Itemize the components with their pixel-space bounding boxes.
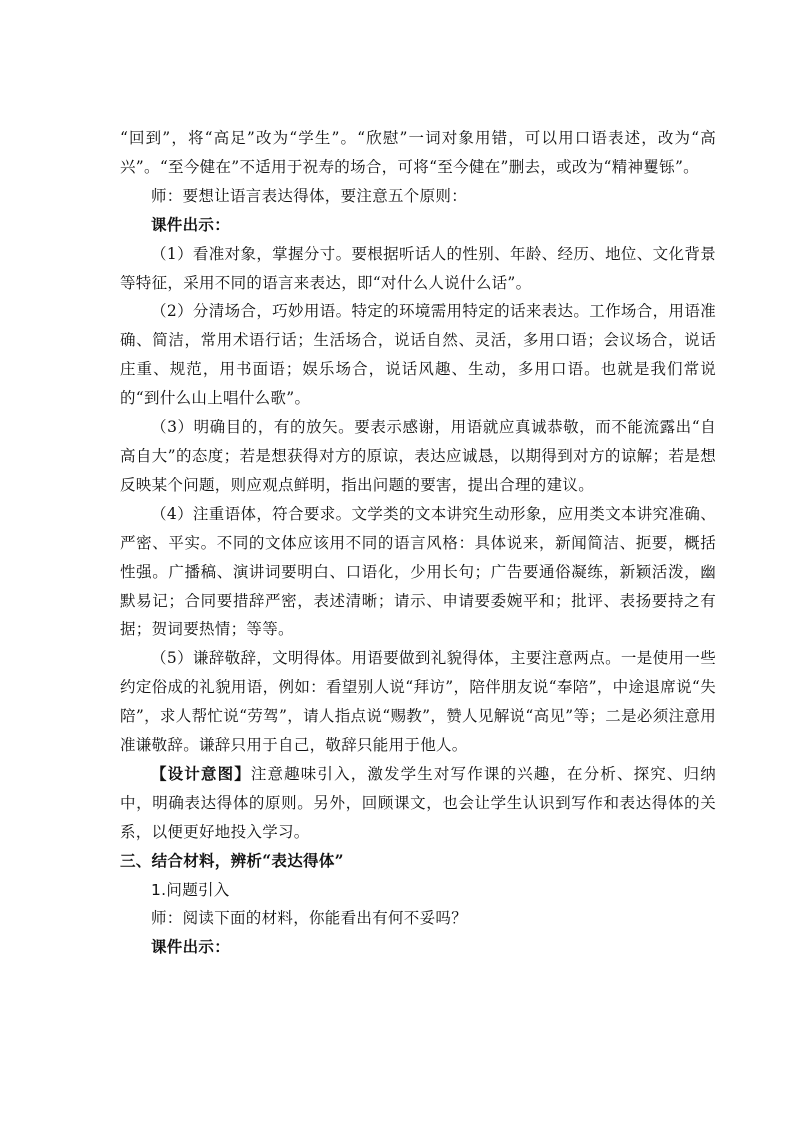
courseware-label: 课件出示： (151, 214, 231, 234)
courseware-label-2: 课件出示： (151, 937, 231, 957)
document-page (120, 124, 716, 962)
paragraph-teacher-principles: 师：要想让语言表达得体，要注意五个原则： (151, 186, 468, 205)
design-intent-paragraph (120, 760, 716, 847)
design-intent-text: 注意趣味引入，激发学生对写作课的兴趣，在分析、探究、归纳中，明确表达得体的原则。另外，回顾课文，也会让学生认识到写作和表达得体的关系，以便更好地投入学习。 (120, 764, 716, 841)
principle-2: （2）分清场合，巧妙用语。特定的环境需用特定的话来表达。工作场合，用语准确、简洁，常用术语行话；生活场合，说话自然、灵活，多用口语；会议场合，说话庄重、规范，用书面语；娱乐场合，说话风趣、生动，多用口语。也就是我们常说的“到什么山上唱什么歌”。 (120, 302, 716, 408)
paragraph-revision-note: “回到”，将“高足”改为“学生”。“欣慰”一词对象用错，可以用口语表述，改为“高兴”。“至今健在”不适用于祝寿的场合，可将“至今健在”删去，或改为“精神矍铄”。 (120, 129, 716, 176)
section-heading-3: 三、结合材料，辨析“表达得体” (120, 850, 344, 870)
design-intent-tag: 【设计意图】 (151, 763, 251, 783)
principle-3: （3）明确目的，有的放矢。要表示感谢，用语就应真诚恭敬，而不能流露出“自高自大”的态度；若是想获得对方的原谅，表达应诚恳，以期得到对方的谅解；若是想反映某个问题，则应观点鲜明，指出问题的要害，提出合理的建议。 (120, 418, 716, 494)
paragraph-teacher-question: 师：阅读下面的材料，你能看出有何不妥吗？ (151, 909, 468, 928)
principle-5: （5）谦辞敬辞，文明得体。用语要做到礼貌得体，主要注意两点。一是使用一些约定俗成的礼貌用语，例如：看望别人说“拜访”，陪伴朋友说“奉陪”，中途退席说“失陪”，求人帮忙说“劳驾”，请人指点说“赐教”，赞人见解说“高见”等；二是必须注意用准谦敬辞。谦辞只用于自己，敬辞只能用于他人。 (120, 649, 716, 755)
principle-4: （4）注重语体，符合要求。文学类的文本讲究生动形象，应用类文本讲究准确、严密、平实。不同的文体应该用不同的语言风格：具体说来，新闻简洁、扼要，概括性强。广播稿、演讲词要明白、口语化，少用长句；广告要通俗凝练，新颖活泼，幽默易记；合同要措辞严密，表述清晰；请示、申请要委婉平和；批评、表扬要持之有据；贺词要热情；等等。 (120, 504, 716, 639)
principle-1: （1）看准对象，掌握分寸。要根据听话人的性别、年龄、经历、地位、文化背景等特征，采用不同的语言来表达，即“对什么人说什么话”。 (120, 244, 716, 292)
subheading-question-intro: 1.问题引入 (151, 880, 230, 899)
